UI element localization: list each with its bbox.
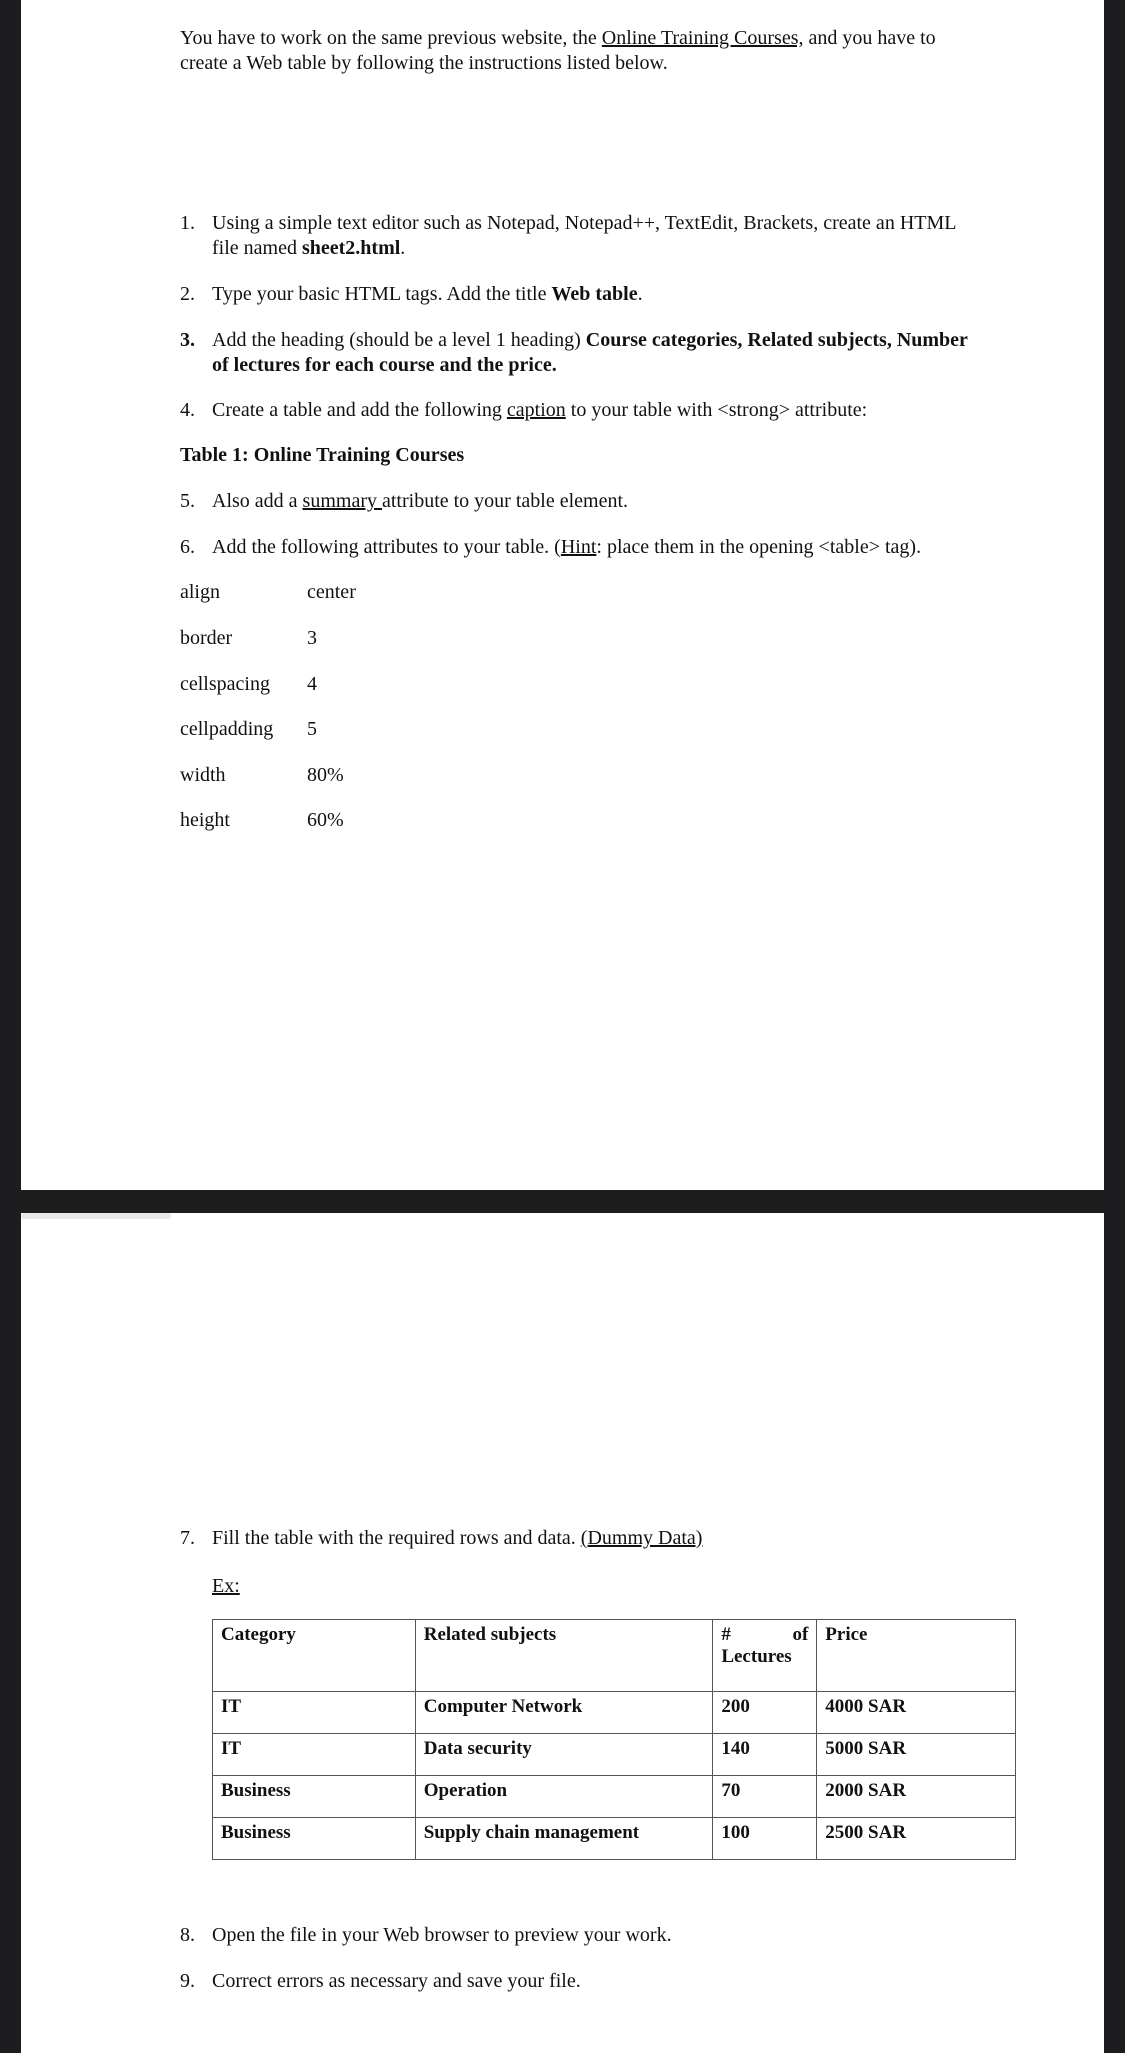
step-4-text — [212, 398, 1032, 423]
step-6-prefix: Add the following attributes to your table. ( — [212, 536, 561, 558]
table-row — [213, 1818, 1016, 1860]
cell-price: 5000 SAR — [817, 1734, 1016, 1776]
intro-line-1 — [180, 26, 936, 51]
step-2-title: Web table — [551, 283, 638, 305]
intro-line-2: create a Web table by following the instructions listed below. — [180, 52, 668, 74]
cell-subject: Operation — [415, 1776, 713, 1818]
scan-artifact — [21, 1213, 171, 1219]
attribute-name: cellpadding — [180, 718, 274, 740]
table-header-row — [213, 1620, 1016, 1692]
header-related-subjects: Related subjects — [415, 1620, 713, 1692]
step-7-text — [212, 1526, 1032, 1551]
step-3-line-1 — [212, 328, 1032, 353]
table-row — [213, 1734, 1016, 1776]
online-training-courses-link[interactable]: Online Training Courses, — [601, 27, 804, 49]
cell-price: 2500 SAR — [817, 1818, 1016, 1860]
example-table — [212, 1619, 1016, 1860]
cell-category: Business — [213, 1776, 416, 1818]
step-9-text: Correct errors as necessary and save your file. — [212, 1970, 581, 1992]
step-5-suffix: attribute to your table element. — [381, 490, 629, 512]
table-row — [213, 1776, 1016, 1818]
step-1-line-2 — [212, 236, 1032, 261]
header-price: Price — [817, 1620, 1016, 1692]
step-1-line-1: Using a simple text editor such as Notepad, Notepad++, TextEdit, Brackets, create an HTML — [212, 212, 957, 234]
intro-text: You have to work on the same previous website, the — [180, 27, 602, 49]
attribute-value: 3 — [307, 627, 317, 649]
dummy-data-link[interactable]: (Dummy Data) — [580, 1527, 703, 1549]
attribute-value: 4 — [307, 673, 317, 695]
hint-link[interactable]: Hint — [560, 536, 597, 558]
step-2 — [180, 282, 1040, 308]
attribute-name: cellspacing — [180, 673, 270, 695]
attribute-name: height — [180, 809, 230, 831]
cell-subject: Supply chain management — [415, 1818, 713, 1860]
step-7-prefix: Fill the table with the required rows and data. — [212, 1527, 581, 1549]
caption-link[interactable]: caption — [506, 399, 566, 421]
attribute-name: align — [180, 581, 220, 603]
step-4-suffix: to your table with <strong> attribute: — [565, 399, 868, 421]
step-8-text: Open the file in your Web browser to preview your work. — [212, 1924, 672, 1946]
step-9 — [180, 1969, 1040, 1995]
cell-category: Business — [213, 1818, 416, 1860]
attribute-value: 60% — [307, 809, 344, 831]
header-lectures-line-1 — [721, 1624, 808, 1646]
example-label: Ex: — [212, 1575, 240, 1597]
attribute-name: border — [180, 627, 233, 649]
cell-lectures: 70 — [713, 1776, 817, 1818]
step-5-number: 5. — [180, 490, 195, 512]
header-lectures — [713, 1620, 817, 1692]
step-6-number: 6. — [180, 536, 195, 558]
table-row — [213, 1692, 1016, 1734]
attribute-name: width — [180, 764, 226, 786]
cell-lectures: 100 — [713, 1818, 817, 1860]
step-1-filename: sheet2.html — [301, 237, 401, 259]
step-5-text — [212, 489, 1032, 514]
caption-example: Table 1: Online Training Courses — [180, 444, 465, 466]
step-3-text — [212, 328, 1032, 378]
step-5 — [180, 489, 1040, 515]
step-2-number: 2. — [180, 283, 195, 305]
step-9-number: 9. — [180, 1970, 195, 1992]
header-category: Category — [213, 1620, 416, 1692]
cell-category: IT — [213, 1692, 416, 1734]
step-1-text — [212, 211, 1032, 261]
attribute-value: 5 — [307, 718, 317, 740]
cell-category: IT — [213, 1734, 416, 1776]
header-of: of — [792, 1624, 809, 1645]
step-7 — [180, 1526, 1040, 1552]
step-1-period: . — [400, 237, 406, 259]
cell-subject: Computer Network — [415, 1692, 713, 1734]
step-8-number: 8. — [180, 1924, 195, 1946]
step-3 — [180, 328, 1040, 380]
step-1-number: 1. — [180, 212, 195, 234]
header-hash: # — [721, 1624, 731, 1645]
step-3-heading-part-1: Course categories, Related subjects, Number — [585, 329, 968, 351]
cell-price: 4000 SAR — [817, 1692, 1016, 1734]
step-6-text — [212, 535, 1032, 560]
step-4 — [180, 398, 1040, 424]
step-4-number: 4. — [180, 399, 195, 421]
document-page-1 — [21, 0, 1104, 1190]
cell-lectures: 200 — [713, 1692, 817, 1734]
cell-price: 2000 SAR — [817, 1776, 1016, 1818]
cell-subject: Data security — [415, 1734, 713, 1776]
step-7-number: 7. — [180, 1527, 195, 1549]
header-lectures-word: Lectures — [721, 1646, 792, 1667]
attribute-value: center — [307, 581, 356, 603]
document-page-2 — [21, 1213, 1104, 2053]
step-5-prefix: Also add a — [212, 490, 303, 512]
step-2-text — [212, 282, 1032, 307]
intro-text-end: and you have to — [803, 27, 936, 49]
summary-link[interactable]: summary — [302, 490, 382, 512]
step-2-prefix: Type your basic HTML tags. Add the title — [212, 283, 552, 305]
step-2-period: . — [637, 283, 643, 305]
step-4-prefix: Create a table and add the following — [212, 399, 507, 421]
step-6 — [180, 535, 1040, 561]
step-3-prefix: Add the heading (should be a level 1 heading) — [212, 329, 586, 351]
step-3-number: 3. — [180, 329, 195, 351]
step-6-suffix: : place them in the opening <table> tag). — [596, 536, 922, 558]
step-1 — [180, 211, 1040, 263]
step-8 — [180, 1923, 1040, 1949]
step-3-line-2 — [212, 353, 1032, 378]
attribute-value: 80% — [307, 764, 344, 786]
cell-lectures: 140 — [713, 1734, 817, 1776]
step-1-file-prefix: file named — [212, 237, 302, 259]
step-3-heading-part-2: of lectures for each course and the price. — [212, 354, 557, 376]
